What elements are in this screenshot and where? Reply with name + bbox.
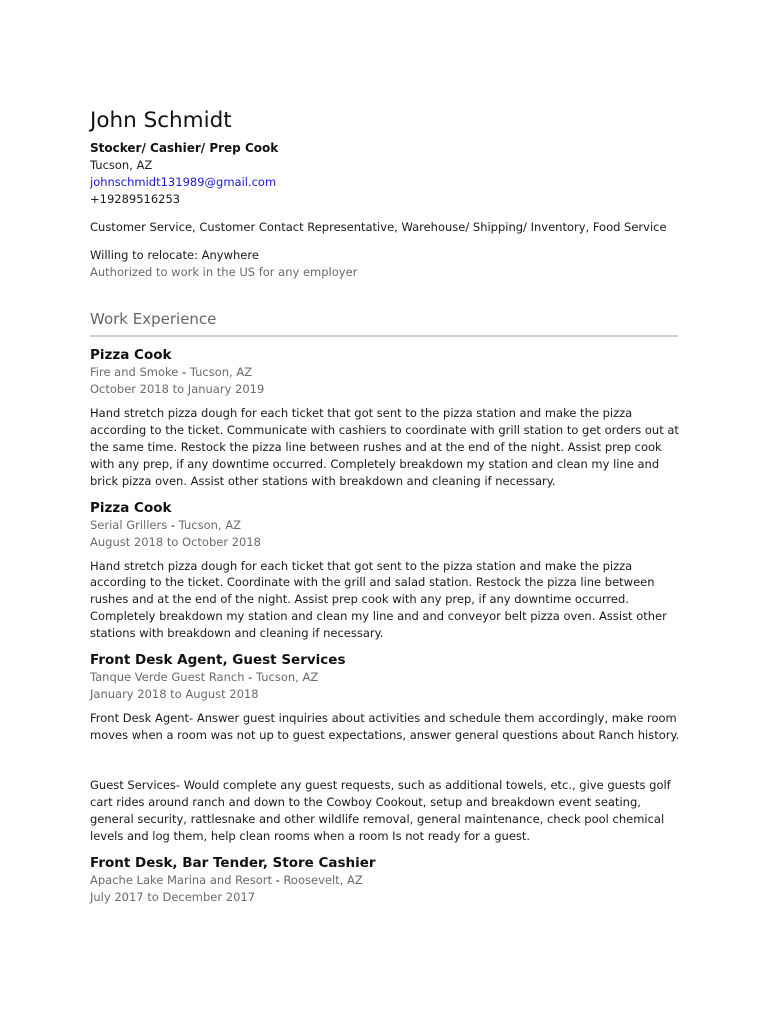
- job-company-location: [90, 517, 678, 534]
- job-meta-separator: -: [244, 670, 256, 685]
- job-title: Front Desk, Bar Tender, Store Cashier: [90, 854, 376, 871]
- work-experience-heading: Work Experience: [90, 309, 678, 337]
- job-entry: [90, 347, 678, 490]
- candidate-phone: +19289516253: [90, 192, 181, 206]
- job-description: Hand stretch pizza dough for each ticket that got sent to the pizza station and make the pizza according to the ticket. Coordinate with the grill and salad station. Restock the pizza line between rushes and at the end of the night. Assist prep cook with any prep, if any downtime occurred. Completely breakdown my station and clean my line and and conveyor belt pizza oven. Assist other stations with breakdown and cleaning if necessary.: [90, 558, 667, 641]
- job-meta-separator: -: [271, 872, 284, 887]
- relocation-willing: Willing to relocate: Anywhere: [90, 248, 259, 262]
- resume-header: [90, 108, 678, 208]
- job-dates: August 2018 to October 2018: [90, 534, 261, 549]
- email-link[interactable]: johnschmidt131989@gmail.com: [90, 175, 277, 189]
- job-company-location: [90, 872, 678, 889]
- job-description: Front Desk Agent- Answer guest inquiries about activities and schedule them accordingly, make room moves when a room was not up to guest expectations, answer general questions about Ranch history.: [90, 711, 680, 742]
- job-description: Guest Services- Would complete any guest requests, such as additional towels, etc., give guests golf cart rides around ranch and down to the Cowboy Cookout, setup and breakdown event seating, general security, rattlesnake and other wildlife removal, general maintenance, check pool chemical levels and log them, help clean rooms when a room Is not ready for a guest.: [90, 777, 671, 843]
- job-dates: July 2017 to December 2017: [90, 889, 256, 904]
- job-title: Front Desk Agent, Guest Services: [90, 652, 346, 669]
- job-location: Tucson, AZ: [178, 517, 241, 532]
- job-location: Roosevelt, AZ: [283, 872, 363, 887]
- job-company: Fire and Smoke: [90, 365, 179, 379]
- job-meta-separator: -: [167, 517, 179, 532]
- job-company: Tanque Verde Guest Ranch: [90, 670, 245, 685]
- job-entry: [90, 500, 678, 643]
- job-location: Tucson, AZ: [189, 365, 253, 379]
- job-meta-separator: -: [178, 365, 190, 379]
- work-authorization: Authorized to work in the US for any employer: [90, 265, 358, 279]
- job-title: Pizza Cook: [90, 499, 172, 516]
- job-company-location: [90, 364, 678, 381]
- job-company: Apache Lake Marina and Resort: [90, 872, 272, 887]
- relocation-info: [90, 247, 678, 281]
- skills-summary: Customer Service, Customer Contact Representative, Warehouse/ Shipping/ Inventory, Food Service: [90, 220, 667, 234]
- job-entry: [90, 855, 678, 906]
- candidate-location: Tucson, AZ: [90, 158, 153, 172]
- job-entry: [90, 652, 678, 844]
- candidate-headline: Stocker/ Cashier/ Prep Cook: [90, 141, 279, 155]
- job-dates: October 2018 to January 2019: [90, 382, 265, 396]
- job-description: Hand stretch pizza dough for each ticket that got sent to the pizza station and make the pizza according to the ticket. Communicate with cashiers to coordinate with grill station to get orders out at the same time. Restock the pizza line between rushes and at the end of the night. Assist prep cook with any prep, if any downtime occurred. Completely breakdown my station and clean my line and brick pizza oven. Assist other stations with breakdown and cleaning if necessary.: [90, 406, 679, 488]
- job-location: Tucson, AZ: [255, 670, 319, 685]
- candidate-name: John Schmidt: [90, 108, 232, 133]
- job-title: Pizza Cook: [90, 347, 172, 363]
- job-company-location: [90, 669, 678, 686]
- job-list: [90, 347, 678, 906]
- job-company: Serial Grillers: [90, 517, 168, 532]
- job-dates: January 2018 to August 2018: [90, 687, 259, 702]
